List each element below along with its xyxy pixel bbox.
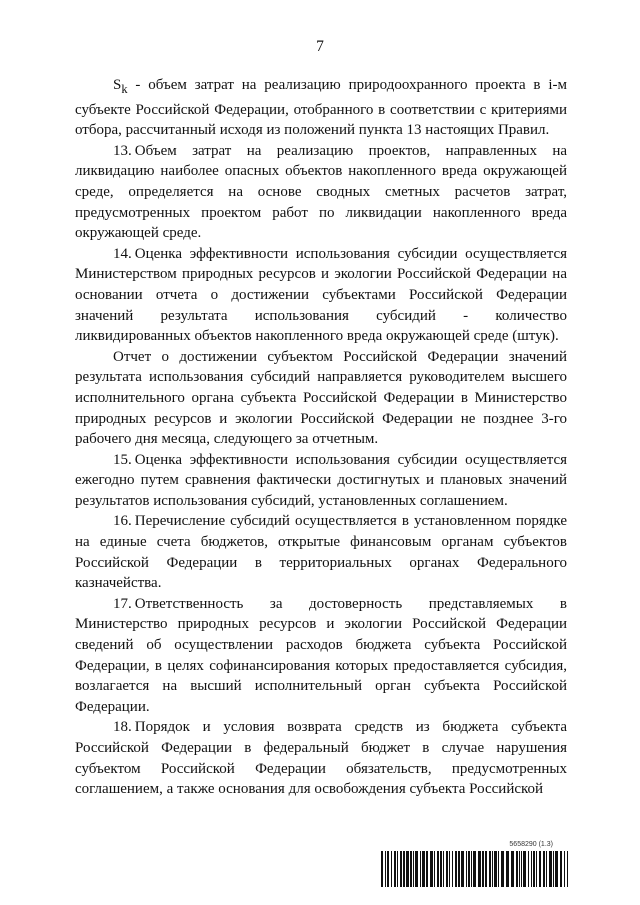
paragraph-16 — [75, 511, 567, 593]
paragraph-text: Оценка эффективности использования субсидии осуществляется ежегодно путем сравнения фактически достигнутых и плановых значений результатов использования субсидий, установленных соглашением. — [75, 451, 567, 509]
paragraph-14-report — [75, 347, 567, 450]
paragraph-18 — [75, 717, 567, 799]
symbol-subscript-k: k — [121, 82, 128, 96]
paragraph-sk-definition — [75, 75, 567, 141]
paragraph-text: Ответственность за достоверность представляемых в Министерство природных ресурсов и экологии Российской Федерации сведений об осуществлении расходов бюджета субъекта Российской Федерации, в целях софинансирования которых предоставляется субсидия, возлагается на высший исполнительный орган субъекта Российской Федерации. — [75, 595, 567, 715]
paragraph-text: Отчет о достижении субъектом Российской Федерации значений результата использования субсидий направляется руководителем высшего исполнительного органа субъекта Российской Федерации в Министерство природных ресурсов и экологии Российской Федерации не позднее 3-го рабочего дня месяца, следующего за отчетным. — [75, 348, 567, 448]
document-barcode — [381, 841, 571, 887]
paragraph-number: 16. — [113, 513, 132, 530]
paragraph-number: 15. — [113, 451, 132, 468]
paragraph-text: - объем затрат на реализацию природоохранного проекта в i-м субъекте Российской Федерации, отобранного в соответствии с критериями отбора, рассчитанный исходя из положений пункта 13 настоящих Правил. — [75, 77, 567, 139]
paragraph-14 — [75, 244, 567, 347]
paragraph-13 — [75, 141, 567, 244]
barcode-icon — [381, 851, 571, 887]
paragraph-number: 14. — [113, 245, 132, 262]
paragraph-number: 18. — [113, 719, 132, 736]
paragraph-text: Порядок и условия возврата средств из бюджета субъекта Российской Федерации в федеральный бюджет в случае нарушения субъектом Российской Федерации обязательств, предусмотренных соглашением, а также основания для освобождения субъекта Российской — [75, 719, 567, 798]
paragraph-number: 17. — [113, 595, 132, 612]
paragraph-text: Объем затрат на реализацию проектов, направленных на ликвидацию наиболее опасных объектов накопленного вреда окружающей среде, определяется на основе сводных сметных расчетов затрат, предусмотренных проектом работ по ликвидации накопленного вреда окружающей среде. — [75, 142, 567, 242]
paragraph-number: 13. — [113, 142, 132, 159]
barcode-number: 5658290 (1.3) — [509, 841, 553, 848]
paragraph-text: Оценка эффективности использования субсидии осуществляется Министерством природных ресурсов и экологии Российской Федерации на основании отчета о достижении субъектами Российской Федерации значений результата использования субсидий - количество ликвидированных объектов накопленного вреда окружающей среде (штук). — [75, 245, 567, 345]
paragraph-text: Перечисление субсидий осуществляется в установленном порядке на единые счета бюджетов, открытые финансовым органам субъектов Российской Федерации в территориальных органах Федерального казначейства. — [75, 513, 567, 592]
paragraph-15 — [75, 450, 567, 512]
symbol-s: S — [113, 77, 122, 93]
page-number: 7 — [316, 38, 324, 55]
paragraph-17 — [75, 594, 567, 718]
document-body — [75, 75, 567, 800]
